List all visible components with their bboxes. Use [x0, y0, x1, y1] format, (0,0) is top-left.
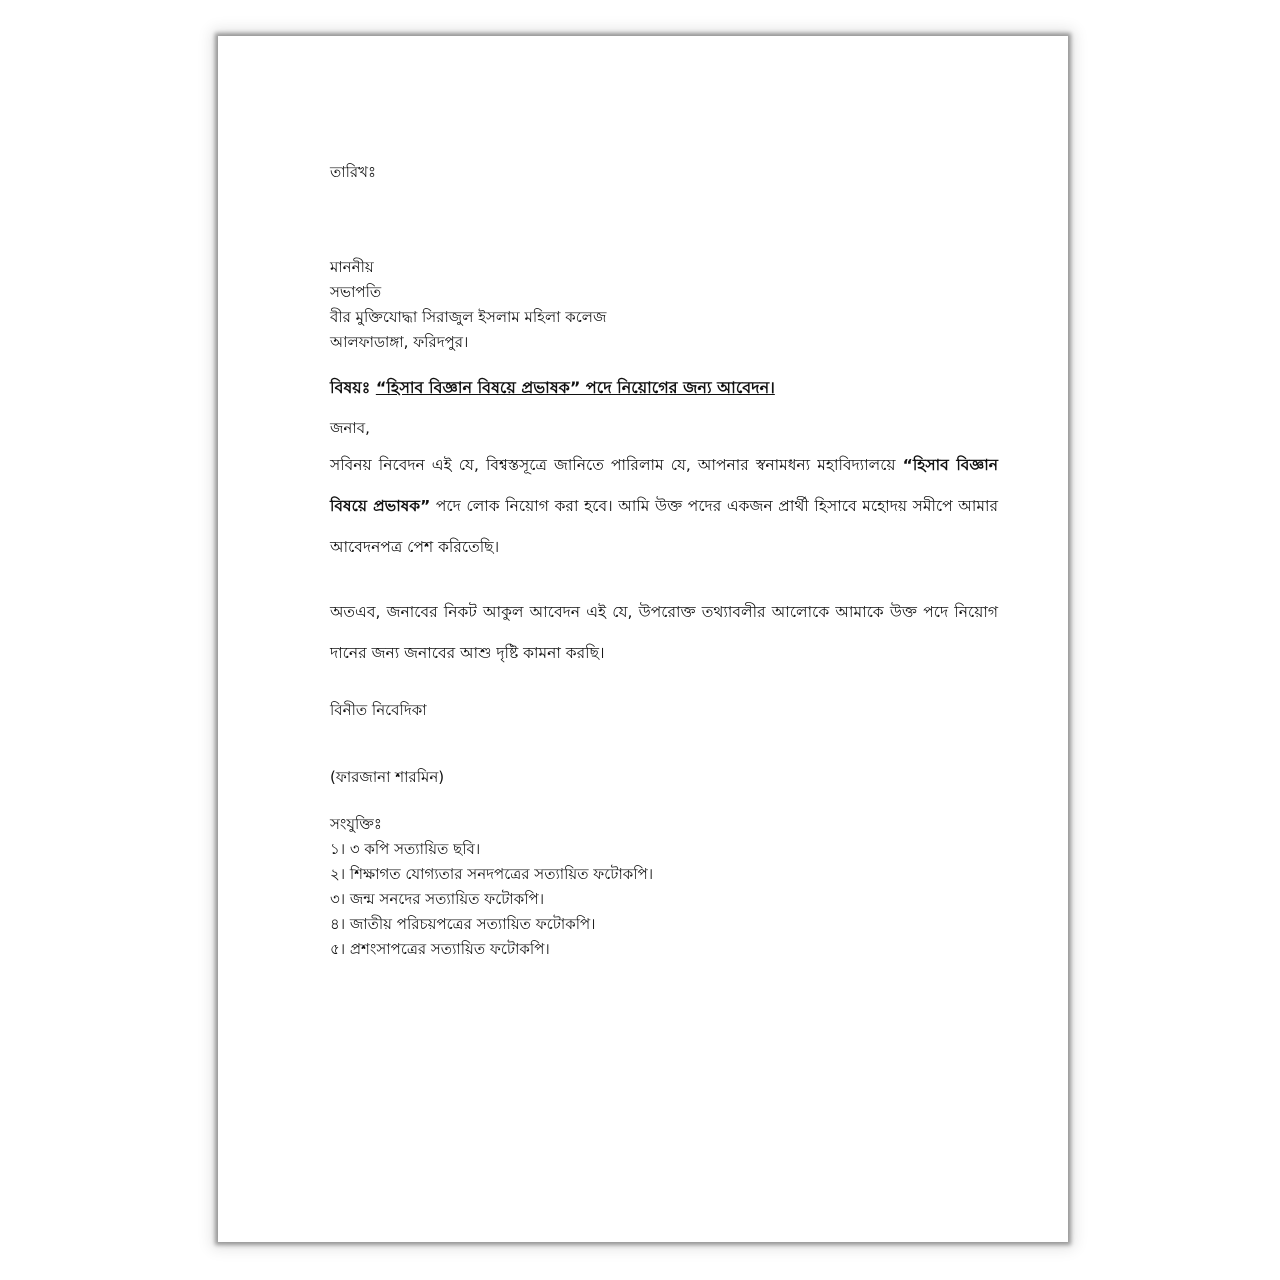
body-paragraph-2: অতএব, জনাবের নিকট আকুল আবেদন এই যে, উপরোক্ত তথ্যাবলীর আলোকে আমাকে উক্ত পদে নিয়োগ দানের জন্য জনাবের আশু দৃষ্টি কামনা করছি।: [330, 603, 998, 662]
recipient-honorific: মাননীয়: [330, 258, 374, 276]
document-page: [218, 36, 1068, 1242]
signer-name: (ফারজানা শারমিন): [330, 768, 445, 786]
subject-text: “হিসাব বিজ্ঞান বিষয়ে প্রভাষক” পদে নিয়োগের জন্য আবেদন।: [375, 378, 775, 397]
recipient-address: আলফাডাঙ্গা, ফরিদপুর।: [330, 333, 469, 351]
body-paragraph-1: [330, 445, 998, 568]
attachments-label: সংযুক্তিঃ: [330, 815, 382, 833]
attachments-block: [330, 812, 998, 962]
attachment-item: ১। ৩ কপি সত্যায়িত ছবি।: [330, 840, 481, 858]
body-paragraph-1-part2: পদে লোক নিয়োগ করা হবে। আমি উক্ত পদের একজন প্রার্থী হিসাবে মহোদয় সমীপে আমার আবেদনপত্র পেশ করিতেছি।: [330, 497, 998, 556]
attachment-item: ৪। জাতীয় পরিচয়পত্রের সত্যায়িত ফটোকপি।: [330, 915, 596, 933]
subject-label: বিষয়ঃ: [330, 378, 371, 397]
letter-body: [330, 160, 998, 962]
recipient-block: [330, 255, 998, 355]
body-paragraph-1-part1: সবিনয় নিবেদন এই যে, বিশ্বস্তসূত্রে জানিতে পারিলাম যে, আপনার স্বনামধন্য মহাবিদ্যালয়ে: [330, 456, 903, 474]
closing-line: বিনীত নিবেদিকা: [330, 701, 427, 719]
attachment-item: ৩। জন্ম সনদের সত্যায়িত ফটোকপি।: [330, 890, 545, 908]
recipient-title: সভাপতি: [330, 283, 382, 301]
attachment-item: ২। শিক্ষাগত যোগ্যতার সনদপত্রের সত্যায়িত ফটোকপি।: [330, 865, 654, 883]
salutation: জনাব,: [330, 419, 370, 437]
post-title: “হিসাব বিজ্ঞান বিষয়ে প্রভাষক”: [330, 456, 998, 515]
subject-line: [330, 375, 998, 400]
attachment-item: ৫। প্রশংসাপত্রের সত্যায়িত ফটোকপি।: [330, 940, 550, 958]
recipient-institution: বীর মুক্তিযোদ্ধা সিরাজুল ইসলাম মহিলা কলেজ: [330, 308, 607, 326]
date-label: তারিখঃ: [330, 163, 376, 181]
